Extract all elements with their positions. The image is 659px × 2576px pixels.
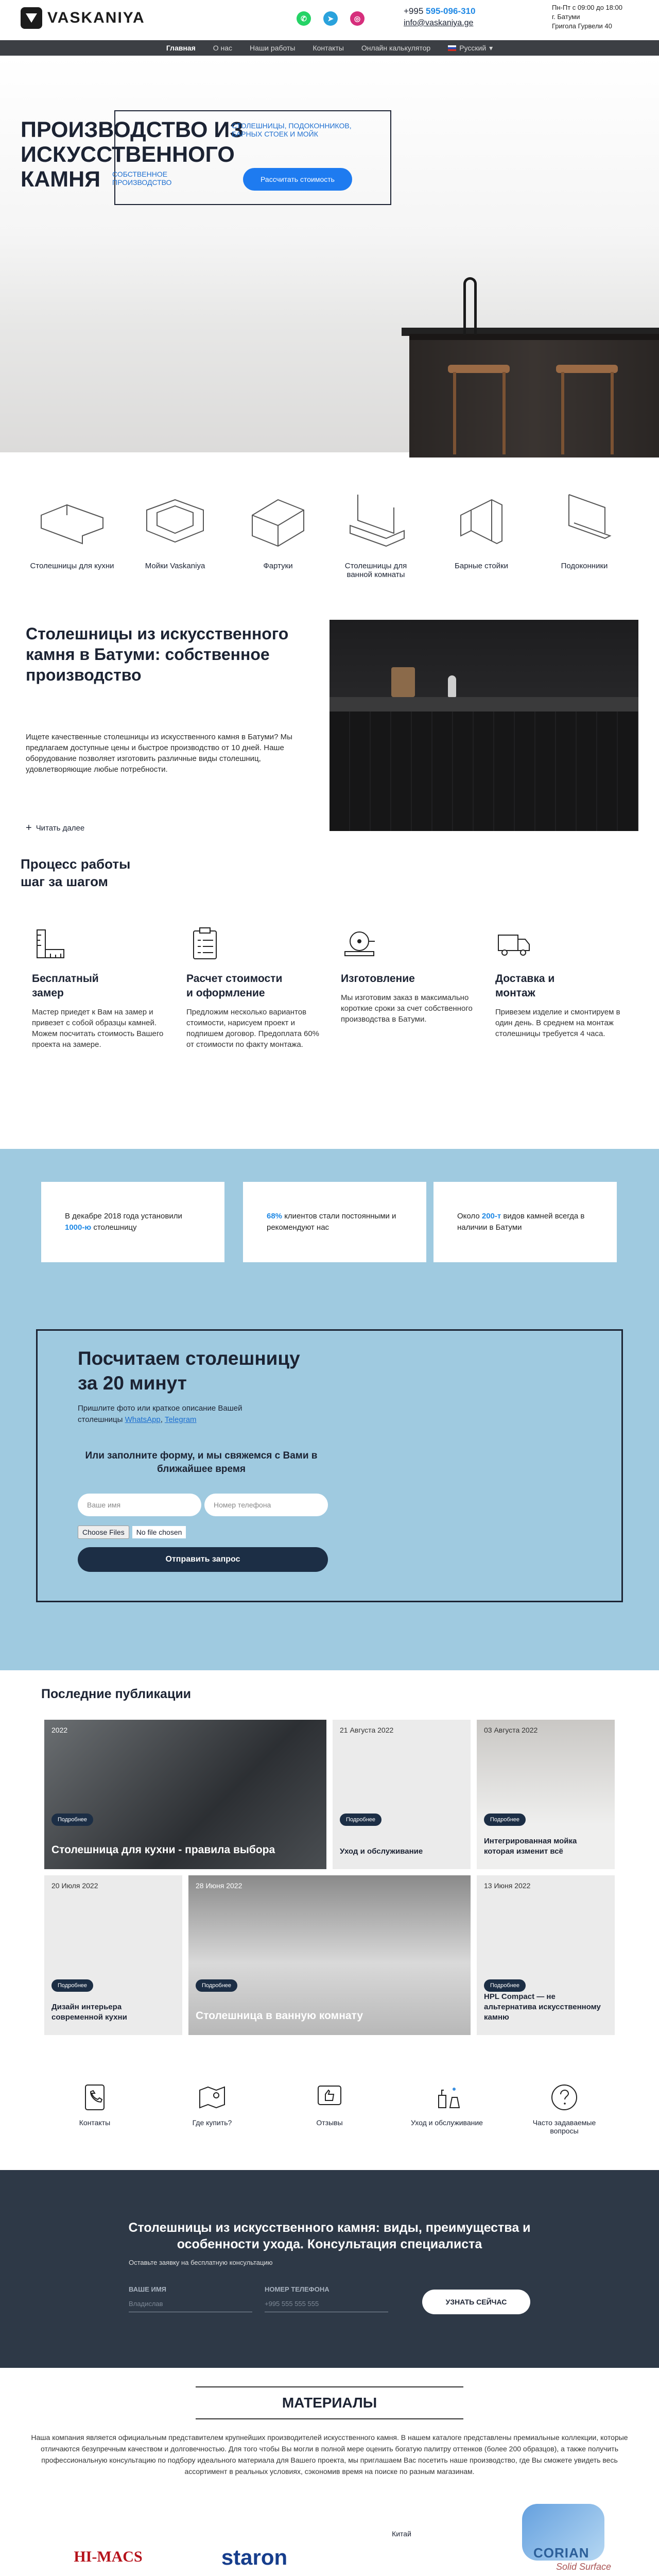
- address-city: г. Батуми: [552, 13, 580, 21]
- category-sinks[interactable]: [126, 484, 224, 570]
- about-title: Столешницы из искусственного камня в Батуми: собственное производство: [26, 624, 289, 684]
- process-step: [32, 925, 166, 1050]
- like-icon: [314, 2082, 345, 2113]
- flag-ru-icon: [448, 45, 456, 51]
- consult-phone-input[interactable]: +995 555 555 555: [265, 2300, 388, 2312]
- name-input[interactable]: Ваше имя: [78, 1494, 201, 1516]
- brand-staron[interactable]: [203, 2545, 306, 2576]
- process-title-line1: Процесс работы: [21, 856, 131, 872]
- logo[interactable]: [21, 7, 145, 29]
- stat-highlight: 1000-ю: [65, 1223, 92, 1232]
- quick-link-label: Отзывы: [316, 2119, 343, 2127]
- file-upload[interactable]: [78, 1526, 186, 1539]
- hero-section: [0, 56, 659, 452]
- truck-icon: [495, 925, 532, 962]
- cutting-board-shape: [391, 667, 415, 697]
- bar-stool-seat: [448, 365, 510, 373]
- address-street: Григола Гурвели 40: [552, 22, 612, 30]
- whatsapp-icon[interactable]: ✆: [297, 11, 311, 26]
- saw-icon: [341, 925, 378, 962]
- stat-card: [433, 1182, 617, 1262]
- process-title-line2: шаг за шагом: [21, 874, 108, 889]
- address-block: [552, 3, 622, 31]
- category-bar-counters[interactable]: [432, 484, 530, 570]
- faucet-shape: [463, 277, 477, 335]
- bar-stool-leg: [611, 372, 614, 454]
- stat-card: [243, 1182, 426, 1262]
- phone-book-icon: [79, 2082, 110, 2113]
- consult-title: Столешницы из искусственного камня: виды, преимущества и особенности ухода. Консультация специалиста: [128, 2221, 531, 2251]
- read-more-link[interactable]: [26, 822, 84, 834]
- brand-logo: HI-MACS: [74, 2548, 143, 2565]
- logo-text: VASKANIYA: [47, 9, 145, 26]
- chevron-down-icon: ▾: [489, 43, 493, 52]
- consult-note: Оставьте заявку на бесплатную консультацию: [129, 2259, 273, 2266]
- materials-text: Наша компания является официальным представителем крупнейших производителей искусственного камня. В нашем каталоге представлены премиальные коллекции, которые отличаются безупречным качеством и долговечностью. Для того чтобы Вы могли в полной мере оценить богатую палитру оттенков (более 200 образцов), а также получить профессиональную консультацию по подбору идеального материала для Вашего проекта, мы приглашаем Вас посетить наше производство, где Вы сможете увидеть весь ассортимент в реальных условиях, сэкономив время на поиске по разным магазинам.: [31, 2433, 628, 2476]
- step-title: Бесплатный замер: [32, 973, 99, 999]
- post-date: 28 Июня 2022: [196, 1882, 242, 1890]
- brand-country: Китай: [392, 2530, 411, 2538]
- form-call-text: Или заполните форму, и мы свяжемся с Вами в ближайшее время: [85, 1450, 318, 1475]
- nav-item-works[interactable]: Наши работы: [250, 44, 296, 52]
- category-label: Фартуки: [263, 562, 293, 570]
- post-date: 2022: [51, 1726, 68, 1734]
- bar-counter-icon: [440, 484, 523, 556]
- brand-logo: staron: [221, 2545, 288, 2569]
- telegram-icon[interactable]: ➤: [323, 11, 338, 26]
- quote-form: [36, 1329, 623, 1602]
- step-text: Привезем изделие и смонтируем в один день. В среднем на монтаж столешницы требуется 4 часа.: [495, 1008, 620, 1038]
- post-card[interactable]: [477, 1720, 615, 1869]
- step-title: Доставка и монтаж: [495, 973, 555, 999]
- category-label: Столешницы для кухни: [30, 562, 114, 570]
- corian-graphic: [494, 2504, 628, 2576]
- logo-icon: [21, 7, 42, 29]
- process-step: [341, 925, 475, 1025]
- window-sill-icon: [543, 484, 626, 556]
- hero-title: ПРОИЗВОДСТВО ИЗ ИСКУССТВЕННОГО КАМНЯ: [21, 117, 244, 192]
- consult-name-input[interactable]: Владислав: [129, 2300, 252, 2312]
- bar-stool-seat: [556, 365, 618, 373]
- post-date: 13 Июня 2022: [484, 1882, 531, 1890]
- phone-main: 595-096-310: [426, 6, 476, 16]
- nav-item-home[interactable]: Главная: [166, 44, 196, 52]
- post-title: Дизайн интерьера современной кухни: [51, 2003, 127, 2022]
- post-more-tag[interactable]: Подробнее: [196, 1979, 237, 1992]
- bar-stool-leg: [561, 372, 564, 454]
- post-date: 21 Августа 2022: [340, 1726, 394, 1734]
- stat-highlight: 200-т: [481, 1212, 501, 1221]
- consult-section: [0, 2170, 659, 2368]
- quick-link-reviews[interactable]: [288, 2079, 371, 2127]
- stat-text: видов камней всегда в наличии в Батуми: [457, 1212, 585, 1232]
- map-icon: [197, 2082, 228, 2113]
- stats-section: [0, 1149, 659, 1670]
- brand-logo: CORIAN: [533, 2545, 589, 2561]
- post-card[interactable]: [333, 1720, 471, 1869]
- hero-production-label: СОБСТВЕННОЕ ПРОИЗВОДСТВО: [112, 170, 172, 187]
- kitchen-cabinets-shape: [330, 711, 638, 831]
- plus-icon: +: [26, 822, 32, 834]
- post-card[interactable]: [477, 1875, 615, 2035]
- instagram-icon[interactable]: ◎: [350, 11, 365, 26]
- quick-link-label: Уход и обслуживание: [411, 2119, 483, 2127]
- email-link[interactable]: info@vaskaniya.ge: [404, 19, 474, 27]
- post-card[interactable]: [188, 1875, 471, 2035]
- category-window-sills[interactable]: [535, 484, 633, 570]
- stat-highlight: 68%: [267, 1212, 283, 1221]
- category-backsplash[interactable]: [229, 484, 327, 570]
- nav-item-about[interactable]: О нас: [213, 44, 233, 52]
- post-more-tag[interactable]: Подробнее: [484, 1979, 526, 1992]
- category-bathroom-countertops[interactable]: [327, 484, 425, 579]
- step-title: Расчет стоимости и оформление: [186, 973, 283, 999]
- category-label: Подоконники: [561, 562, 608, 570]
- post-date: 20 Июля 2022: [51, 1882, 98, 1890]
- sink-icon: [134, 484, 216, 556]
- brand-himacs[interactable]: [57, 2548, 160, 2576]
- about-text: Ищете качественные столешницы из искусственного камня в Батуми? Мы предлагаем доступные цены и быстрое производство от 10 дней. Наше оборудование позволяет изготовить различные виды столешниц, удовлетворяющие любые потребности.: [26, 733, 292, 774]
- post-card[interactable]: [44, 1875, 182, 2035]
- quick-links: [0, 2064, 659, 2136]
- category-label: Барные стойки: [455, 562, 508, 570]
- form-subtitle: Пришлите фото или краткое описание Вашей столешницы WhatsApp, Telegram: [78, 1404, 242, 1424]
- form-title: Посчитаем столешницу за 20 минут: [78, 1348, 300, 1394]
- cleaning-icon: [431, 2082, 462, 2113]
- quick-link-label: Часто задаваемые вопросы: [532, 2119, 596, 2135]
- bar-stool-leg: [453, 372, 456, 454]
- kitchen-counter-shape: [330, 697, 638, 711]
- materials-title: МАТЕРИАЛЫ: [196, 2386, 463, 2419]
- read-more-label: Читать далее: [36, 824, 85, 833]
- form-subtitle-text: Пришлите фото или краткое описание Вашей столешницы: [78, 1404, 242, 1424]
- process-title: [21, 855, 130, 890]
- stat-text: столешницу: [93, 1223, 137, 1232]
- stat-text: Около: [457, 1212, 480, 1221]
- post-title: Столешница для кухни - правила выбора: [51, 1844, 275, 1856]
- learn-now-button[interactable]: УЗНАТЬ СЕЙЧАС: [422, 2290, 530, 2314]
- step-text: Предложим несколько вариантов стоимости, нарисуем проект и подпишем договор. Предоплата 60% от стоимости по факту монтажа.: [186, 1008, 319, 1049]
- stat-card: [41, 1182, 224, 1262]
- dark-kitchen-image: [330, 620, 638, 831]
- countertop-l-icon: [31, 484, 113, 556]
- post-more-tag[interactable]: Подробнее: [51, 1979, 93, 1992]
- language-label: Русский: [459, 44, 487, 52]
- quick-link-label: Контакты: [79, 2119, 111, 2127]
- category-label: Мойки Vaskaniya: [145, 562, 205, 570]
- phone-prefix: +995: [404, 6, 424, 16]
- bar-stool-leg: [502, 372, 506, 454]
- nav-item-contacts[interactable]: Контакты: [313, 44, 344, 52]
- posts-title: Последние публикации: [41, 1687, 192, 1701]
- quick-link-label: Где купить?: [192, 2119, 232, 2127]
- step-title: Изготовление: [341, 973, 415, 985]
- backsplash-icon: [237, 484, 319, 556]
- process-step: [495, 925, 629, 1039]
- work-hours: Пн-Пт с 09:00 до 18:00: [552, 4, 622, 11]
- telegram-link[interactable]: Telegram: [164, 1415, 197, 1424]
- consult-phone-label: НОМЕР ТЕЛЕФОНА: [265, 2285, 330, 2293]
- step-text: Мастер приедет к Вам на замер и привезет с собой образцы камней. Можем посчитать стоимость Вашего проекта на замере.: [32, 1008, 164, 1049]
- hero-subtitle: СТОЛЕШНИЦЫ, ПОДОКОННИКОВ, БАРНЫХ СТОЕК И МОЙК: [232, 122, 352, 138]
- phone-input[interactable]: Номер телефона: [204, 1494, 328, 1516]
- brand-china[interactable]: [360, 2530, 443, 2538]
- choose-files-button[interactable]: Choose Files: [78, 1526, 129, 1539]
- quick-link-faq[interactable]: [523, 2079, 605, 2135]
- step-text: Мы изготовим заказ в максимально короткие сроки за счет собственного производства в Батуми.: [341, 993, 473, 1024]
- post-title: HPL Compact — не альтернатива искусственному камню: [484, 1992, 601, 2022]
- whatsapp-link[interactable]: WhatsApp: [125, 1415, 161, 1424]
- stat-text: клиентов стали постоянными и рекомендуют нас: [267, 1212, 396, 1232]
- post-more-tag[interactable]: Подробнее: [51, 1814, 93, 1826]
- send-request-button[interactable]: Отправить запрос: [78, 1547, 328, 1572]
- quick-link-where-to-buy[interactable]: [171, 2079, 253, 2127]
- file-name-label: No file chosen: [132, 1526, 186, 1538]
- stat-text: В декабре 2018 года установили: [65, 1212, 182, 1221]
- bath-countertop-icon: [335, 484, 417, 556]
- post-title: Уход и обслуживание: [340, 1847, 423, 1856]
- corian-subtitle: Solid Surface: [556, 2562, 612, 2572]
- post-title: Интегрированная мойка которая изменит всё: [484, 1837, 577, 1856]
- clipboard-icon: [186, 925, 223, 962]
- category-label: Столешницы для ванной комнаты: [344, 562, 407, 579]
- phone-number[interactable]: [404, 6, 475, 16]
- question-icon: [549, 2082, 580, 2113]
- calculate-cost-button[interactable]: Рассчитать стоимость: [243, 168, 352, 191]
- quick-link-care[interactable]: [406, 2079, 488, 2127]
- top-header: [0, 0, 659, 40]
- nav-item-calculator[interactable]: Онлайн калькулятор: [361, 44, 431, 52]
- post-card[interactable]: [44, 1720, 326, 1869]
- post-title: Столешница в ванную комнату: [196, 2010, 363, 2022]
- brand-corian[interactable]: [494, 2504, 628, 2576]
- main-nav: [0, 40, 659, 56]
- category-row: [0, 484, 659, 592]
- quick-link-contacts[interactable]: [54, 2079, 136, 2127]
- post-more-tag[interactable]: Подробнее: [340, 1814, 381, 1826]
- vase-shape: [448, 675, 456, 697]
- post-more-tag[interactable]: Подробнее: [484, 1814, 526, 1826]
- category-kitchen-countertops[interactable]: [23, 484, 121, 570]
- language-select[interactable]: [448, 44, 493, 53]
- ruler-icon: [32, 925, 69, 962]
- process-step: [186, 925, 320, 1050]
- island-body: [409, 334, 659, 457]
- consult-name-label: ВАШЕ ИМЯ: [129, 2285, 166, 2293]
- post-date: 03 Августа 2022: [484, 1726, 538, 1734]
